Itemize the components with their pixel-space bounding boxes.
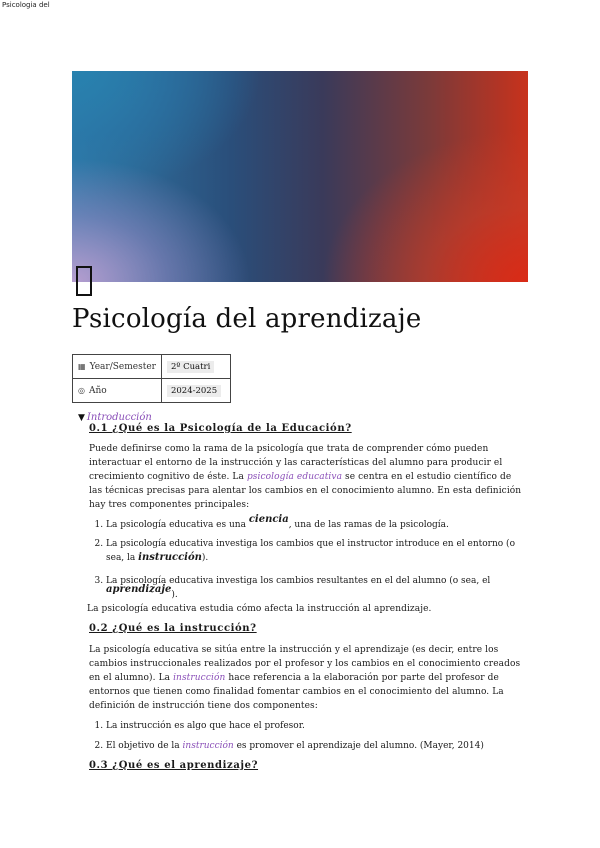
target-icon: ◎: [78, 385, 85, 395]
numbered-list: [89, 514, 527, 602]
handwritten-term: aprendizaje: [106, 584, 172, 595]
handwritten-term: instrucción: [138, 552, 202, 563]
paragraph: Puede definirse como la rama de la psicología que trata de comprender cómo pueden interactuar el entorno de la instrucción y las características del alumno para producir el crecimiento cognitivo de éste. La psicología educativa se centra en el estudio científico de las técnicas precisas para alentar los cambios en el conocimiento alumno. En esta definición hay tres componentes principales:: [89, 444, 522, 510]
property-row: [73, 379, 231, 403]
page-icon: [76, 266, 92, 296]
numbered-list: [89, 719, 527, 753]
list-item: 2. La psicología educativa investiga los cambios que el instructor introduce en el entorno (o sea, la instrucción).: [106, 537, 527, 565]
inline-term: instrucción: [182, 741, 234, 751]
running-header: Psicologia del: [2, 1, 50, 9]
heading-0-3: 0.3 ¿Qué es el aprendizaje?: [89, 760, 259, 771]
triangle-down-icon[interactable]: ▼: [78, 413, 85, 423]
paragraph: La psicología educativa estudia cómo afecta la instrucción al aprendizaje.: [87, 604, 432, 614]
inline-term: psicología educativa: [246, 472, 343, 482]
property-row: [73, 355, 231, 379]
handwritten-term: ciencia: [248, 514, 289, 525]
toggle-content: [89, 422, 527, 773]
property-key: ◎ Año: [73, 379, 162, 403]
calendar-icon: ▦: [78, 361, 86, 371]
page-title: Psicología del aprendizaje: [72, 304, 422, 334]
property-key: ▦ Year/Semester: [73, 355, 162, 379]
property-value[interactable]: [161, 379, 230, 403]
heading-0-1: 0.1 ¿Qué es la Psicología de la Educación?: [89, 423, 352, 434]
list-item: 1. La instrucción es algo que hace el profesor.: [106, 719, 527, 733]
list-item: 1. La psicología educativa es una ciencia, una de las ramas de la psicología.: [106, 518, 527, 532]
list-item: 2. El objetivo de la instrucción es promover el aprendizaje del alumno. (Mayer, 2014): [106, 739, 527, 753]
year-tag: 2024-2025: [167, 385, 221, 397]
inline-term: instrucción: [173, 673, 226, 683]
properties-table: [72, 354, 231, 403]
toggle-label: Introducción: [86, 412, 152, 423]
list-item: 3. La psicología educativa investiga los cambios resultantes en el del alumno (o sea, el aprendizaje).: [106, 574, 527, 602]
semester-tag: 2º Cuatri: [167, 361, 214, 373]
paragraph: La psicología educativa se sitúa entre la instrucción y el aprendizaje (es decir, entre los cambios instruccionales realizados por el profesor y los cambios en el conocimiento creados en el alumno). La instrucción hace referencia a la elaboración por parte del profesor de entornos que tienen como finalidad fomentar cambios en el conocimiento del alumno. La definición de instrucción tiene dos componentes:: [89, 645, 521, 711]
heading-0-2: 0.2 ¿Qué es la instrucción?: [89, 623, 257, 634]
property-value[interactable]: [161, 355, 230, 379]
cover-image: [72, 71, 528, 282]
